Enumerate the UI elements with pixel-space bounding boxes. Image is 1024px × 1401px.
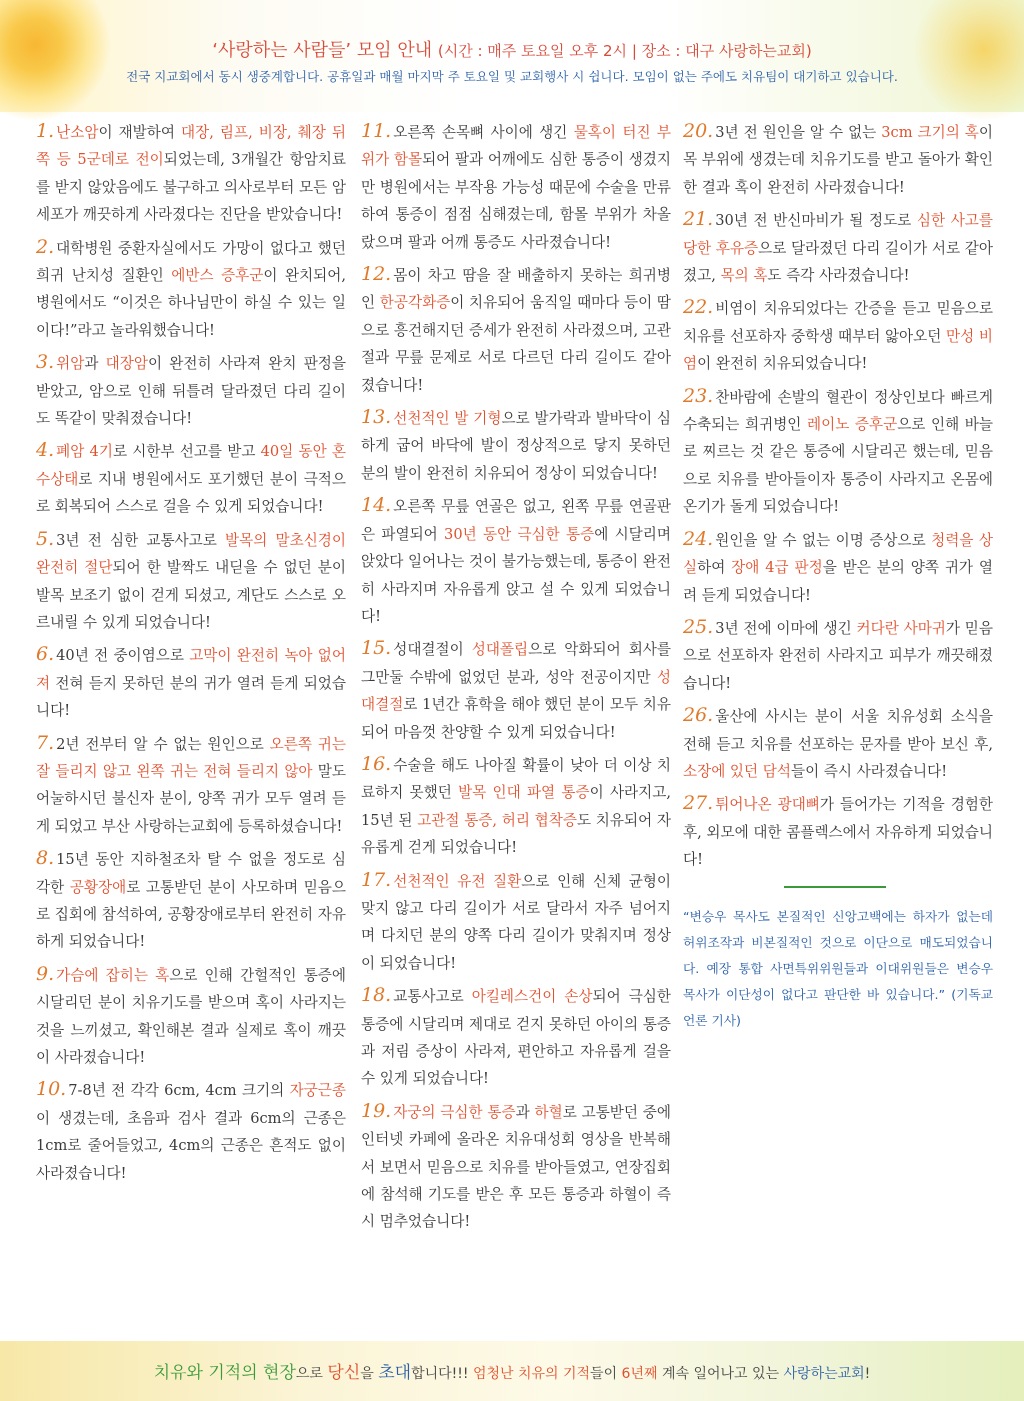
testimony-text: 으로 발가락과 발바닥이 심하게 굽어 바닥에 발이 정상적으로 닿지 못하던 분의 발이 완전히 치유되어 정상이 되었습니다! bbox=[361, 410, 671, 482]
testimony-text: 몸이 차고 땀을 잘 배출하지 못하는 희귀병인 bbox=[361, 267, 671, 312]
testimony-number: 7. bbox=[36, 731, 55, 754]
testimony-highlight: 선천적인 발 기형 bbox=[393, 410, 502, 428]
testimony-item bbox=[361, 635, 671, 746]
testimony-item bbox=[683, 383, 993, 521]
testimony-text: 비염이 치유되었다는 간증을 듣고 믿음으로 치유를 선포하자 중학생 때부터 앓아오던 bbox=[683, 300, 993, 345]
testimony-item bbox=[36, 845, 346, 956]
meeting-title bbox=[0, 36, 1024, 62]
testimony-text: 이 완전히 치유되었습니다! bbox=[697, 355, 868, 373]
testimony-highlight: 목의 혹 bbox=[720, 267, 768, 285]
testimony-text: 울산에 사시는 분이 서울 치유성회 소식을 전해 듣고 치유를 선포하는 문자를 받아 보신 후, bbox=[683, 708, 993, 753]
footer-part: 초대 bbox=[378, 1363, 412, 1383]
testimony-number: 3. bbox=[36, 351, 55, 374]
testimony-number: 4. bbox=[36, 439, 55, 462]
press-quote: “변승우 목사도 본질적인 신앙고백에는 하자가 없는데 허위조작과 비본질적인 것으로 이단으로 매도되었습니다. 예장 통합 사면특위위원들과 이대위원들은 변승우 목사가 이단성이 없다고 판단한 바 있습니다.” (기독교 언론 기사) bbox=[683, 908, 993, 1028]
footer-part: 6년째 bbox=[621, 1366, 658, 1382]
testimony-text: 으로 인해 신체 균형이 맞지 않고 다리 길이가 서로 달라서 자주 넘어지며 다치던 분의 양쪽 다리 길이가 맞춰지며 정상이 되었습니다! bbox=[361, 872, 671, 972]
testimony-item bbox=[683, 206, 993, 289]
testimony-text: 3년 전에 이마에 생긴 bbox=[715, 619, 857, 637]
testimony-text: 되어 극심한 통증에 시달리며 제대로 걷지 못하던 아이의 통증과 저림 증상이 사라져, 편안하고 자유롭게 걸을 수 있게 되었습니다! bbox=[361, 988, 671, 1088]
testimony-item bbox=[683, 614, 993, 697]
testimony-number: 9. bbox=[36, 962, 55, 985]
testimony-text: 으로 악화되어 회사를 그만둘 수밖에 없었던 분과, 성악 전공이지만 bbox=[361, 641, 671, 686]
testimony-highlight: 커다란 사마귀 bbox=[856, 619, 946, 637]
testimony-number: 11. bbox=[361, 120, 392, 142]
testimony-column-2 bbox=[361, 118, 671, 1241]
testimony-number: 10. bbox=[36, 1078, 67, 1101]
testimony-highlight: 난소암 bbox=[56, 124, 99, 141]
testimony-number: 23. bbox=[683, 384, 714, 407]
testimony-number: 15. bbox=[361, 637, 392, 660]
testimony-text: 3년 전 원인을 알 수 없는 bbox=[715, 124, 882, 141]
testimony-number: 1. bbox=[36, 120, 55, 142]
testimony-highlight: 선천적인 유전 질환 bbox=[393, 872, 522, 890]
testimony-number: 13. bbox=[361, 406, 392, 429]
testimony-highlight: 고막이 완전히 녹아 없어져 bbox=[36, 647, 346, 692]
testimony-text: 이 생겼는데, 초음파 검사 결과 6cm의 근종은 1cm로 줄어들었고, 4cm의 근종은 흔적도 없이 사라졌습니다! bbox=[36, 1109, 346, 1182]
testimony-item bbox=[36, 1076, 346, 1187]
testimony-text: 대학병원 중환자실에서도 가망이 없다고 했던 희귀 난치성 질환인 bbox=[36, 239, 346, 285]
footer-part: 당신 bbox=[327, 1363, 361, 1383]
testimony-number: 25. bbox=[683, 615, 714, 638]
testimony-highlight: 발목 인대 파열 통증 bbox=[458, 784, 590, 802]
testimony-text: 30년 전 반신마비가 될 정도로 bbox=[715, 212, 917, 230]
testimony-text: 으로 달라졌던 다리 길이가 서로 같아졌고, bbox=[683, 239, 993, 285]
testimony-text: 로 고통받던 분이 사모하며 믿음으로 집회에 참석하여, 공황장애로부터 완전히 자유하게 되었습니다! bbox=[36, 878, 346, 951]
testimony-highlight: 공황장애 bbox=[69, 878, 127, 896]
testimony-highlight: 청력을 상실 bbox=[683, 531, 994, 577]
testimony-text: 이 재발하여 bbox=[98, 124, 182, 141]
testimony-text: 전혀 듣지 못하던 분의 귀가 열려 듣게 되었습니다! bbox=[36, 674, 346, 720]
testimony-highlight: 하혈 bbox=[534, 1103, 563, 1121]
testimony-highlight: 3cm 크기의 혹 bbox=[881, 124, 979, 141]
testimony-item bbox=[36, 961, 346, 1072]
testimony-highlight: 심한 사고를 당한 후유증 bbox=[683, 212, 993, 257]
meeting-subtitle: 전국 지교회에서 동시 생중계합니다. 공휴일과 매월 마지막 주 토요일 및 교회행사 시 쉽니다. 모임이 없는 주에도 치유팀이 대기하고 있습니다. bbox=[126, 69, 898, 84]
testimony-item bbox=[361, 261, 671, 399]
testimony-text: 로 1년간 휴학을 해야 했던 분이 모두 치유되어 마음껏 찬양할 수 있게 되었습니다! bbox=[361, 696, 671, 741]
testimony-number: 26. bbox=[683, 704, 714, 727]
testimony-text: 하여 bbox=[697, 559, 732, 577]
footer-part: ! bbox=[864, 1366, 871, 1382]
testimony-highlight: 위암 bbox=[56, 355, 85, 373]
testimony-text: 오른쪽 무릎 연골은 없고, 왼쪽 무릎 연골판은 파열되어 bbox=[361, 498, 671, 543]
testimony-item bbox=[683, 294, 993, 377]
testimony-item bbox=[361, 492, 671, 630]
footer-part: 사랑하는교회 bbox=[783, 1366, 865, 1382]
testimony-text: 교통사고로 bbox=[393, 988, 472, 1006]
testimony-text: 으로 인해 바늘로 찌르는 것 같은 통증에 시달리곤 했는데, 믿음으로 치유를 받아들이자 통증이 사라지고 온몸에 온기가 돌게 되었습니다! bbox=[683, 416, 993, 516]
footer-part: 들이 bbox=[590, 1366, 622, 1382]
testimony-text: 찬바람에 손발의 혈관이 정상인보다 빠르게 수축되는 희귀병인 bbox=[683, 388, 993, 434]
testimony-number: 5. bbox=[36, 527, 55, 550]
testimony-number: 12. bbox=[361, 263, 392, 286]
testimony-text: 에 시달리며 앉았다 일어나는 것이 불가능했는데, 통증이 완전히 사라지며 자유롭게 앉고 설 수 있게 되었습니다! bbox=[361, 525, 671, 625]
testimony-number: 16. bbox=[361, 752, 392, 775]
testimony-item bbox=[36, 641, 346, 724]
testimony-highlight: 자궁의 극심한 통증 bbox=[393, 1103, 516, 1121]
testimony-highlight: 만성 비염 bbox=[683, 327, 993, 373]
testimony-text: 되어 팔과 어깨에도 심한 통증이 생겼지만 병원에서는 부작용 가능성 때문에 수술을 만류하여 통증이 점점 심해졌는데, 함몰 부위가 차올랐으며 팔과 어깨 통증도 사라졌습니다! bbox=[361, 151, 672, 251]
testimony-highlight: 성대결절 bbox=[361, 668, 671, 714]
testimony-item bbox=[361, 751, 671, 862]
testimony-highlight: 성대폴립 bbox=[471, 641, 529, 659]
testimony-highlight: 대장, 림프, 비장, 췌장 뒤쪽 등 5군데로 전이 bbox=[36, 124, 346, 169]
testimony-highlight: 40일 동안 혼수상태 bbox=[36, 443, 347, 488]
testimony-highlight: 대장암 bbox=[105, 355, 148, 373]
testimony-item bbox=[683, 118, 993, 201]
testimony-text: 도 치유되어 자유롭게 걷게 되었습니다! bbox=[361, 811, 671, 857]
testimony-highlight: 튀어나온 광대뼈 bbox=[715, 796, 820, 814]
testimony-item bbox=[36, 118, 346, 229]
testimony-highlight: 가슴에 잡히는 혹 bbox=[56, 966, 170, 984]
testimony-column-3 bbox=[683, 118, 993, 1034]
testimony-text: 오른쪽 손목뼈 사이에 생긴 bbox=[393, 124, 574, 141]
testimony-text: 로 지내 병원에서도 포기했던 분이 극적으로 회복되어 스스로 걸을 수 있게 되었습니다! bbox=[36, 470, 346, 516]
testimony-highlight: 폐암 4기 bbox=[56, 443, 113, 461]
testimony-number: 6. bbox=[36, 643, 55, 666]
testimony-text: 과 bbox=[515, 1103, 535, 1121]
testimony-highlight: 30년 동안 극심한 통증 bbox=[444, 525, 595, 543]
footer-part: 을 bbox=[360, 1366, 379, 1382]
footer-part: 엄청난 치유의 기적 bbox=[472, 1366, 591, 1382]
testimony-text: 말도 어눌하시던 불신자 분이, 양쪽 귀가 모두 열려 듣게 되었고 부산 사랑하는교회에 등록하셨습니다! bbox=[36, 762, 346, 835]
testimony-text: 로 고통받던 중에 인터넷 카페에 올라온 치유대성회 영상을 반복해서 보면서 믿음으로 치유를 받아들였고, 연장집회에 참석해 기도를 받은 후 모든 통증과 하혈이 즉시 멈추었습니다! bbox=[361, 1103, 671, 1231]
testimony-text: 수술을 해도 나아질 확률이 낮아 더 이상 치료하지 못했던 bbox=[361, 756, 671, 802]
testimony-text: 원인을 알 수 없는 이명 증상으로 bbox=[715, 531, 932, 549]
testimony-item bbox=[36, 437, 346, 520]
testimony-text: 이 목 부위에 생겼는데 치유기도를 받고 돌아가 확인한 결과 혹이 완전히 사라졌습니다! bbox=[683, 124, 994, 196]
testimony-text: 과 bbox=[84, 355, 106, 373]
testimony-highlight: 물혹이 터진 부위가 함몰 bbox=[361, 124, 671, 169]
testimony-number: 2. bbox=[36, 235, 55, 258]
testimony-text: 가 들어가는 기적을 경험한 후, 외모에 대한 콤플렉스에서 자유하게 되었습니다! bbox=[683, 796, 993, 869]
testimony-text: 이 완치되어, 병원에서도 “이것은 하나님만이 하실 수 있는 일이다!”라고 놀라워했습니다! bbox=[36, 267, 346, 339]
testimony-item bbox=[361, 118, 671, 256]
testimony-item bbox=[683, 790, 993, 873]
testimony-highlight: 장애 4급 판정 bbox=[731, 559, 823, 577]
testimony-number: 17. bbox=[361, 868, 392, 891]
meeting-title-text: ‘사랑하는 사람들’ 모임 안내 bbox=[212, 40, 433, 61]
testimony-number: 27. bbox=[683, 792, 714, 815]
testimony-number: 20. bbox=[683, 120, 714, 142]
testimony-text: 되었는데, 3개월간 항암치료를 받지 않았음에도 불구하고 의사로부터 모든 암세포가 깨끗하게 사라졌다는 진단을 받았습니다! bbox=[36, 151, 347, 224]
testimony-item bbox=[683, 702, 993, 785]
testimony-text: 7-8년 전 각각 6cm, 4cm 크기의 bbox=[68, 1082, 290, 1100]
testimony-text: 을 받은 분의 양쪽 귀가 열려 듣게 되었습니다! bbox=[683, 559, 993, 604]
testimony-highlight: 자궁근종 bbox=[289, 1082, 346, 1100]
testimony-item bbox=[36, 526, 346, 637]
testimony-item bbox=[361, 1098, 671, 1236]
testimony-item bbox=[361, 867, 671, 978]
testimony-text: 40년 전 중이염으로 bbox=[56, 647, 190, 665]
testimony-highlight: 고관절 통증, 허리 협착증 bbox=[417, 811, 577, 829]
testimony-highlight: 레이노 증후군 bbox=[807, 416, 898, 434]
testimony-item bbox=[683, 526, 993, 609]
testimony-number: 22. bbox=[683, 296, 714, 319]
testimony-item bbox=[361, 982, 671, 1093]
footer-part: 합니다!!! bbox=[411, 1366, 473, 1382]
testimony-number: 24. bbox=[683, 527, 714, 550]
footer-invitation bbox=[0, 1358, 1024, 1383]
testimony-highlight: 발목의 말초신경이 완전히 절단 bbox=[36, 531, 346, 577]
testimony-text: 15년 동안 지하철조차 탈 수 없을 정도로 심각한 bbox=[36, 851, 346, 896]
testimony-column-1 bbox=[36, 118, 346, 1192]
testimony-text: 이 치유되어 움직일 때마다 등이 땀으로 흥건해지던 증세가 완전히 사라졌으며, 고관절과 무릎 문제로 서로 다르던 다리 길이도 같아졌습니다! bbox=[361, 294, 671, 394]
testimony-text: 도 즉각 사라졌습니다! bbox=[767, 267, 910, 285]
testimony-text: 들이 즉시 사라졌습니다! bbox=[790, 762, 948, 780]
testimony-text: 으로 인해 간헐적인 통증에 시달리던 분이 치유기도를 받으며 혹이 사라지는 것을 느끼셨고, 확인해본 결과 실제로 혹이 깨끗이 사라졌습니다! bbox=[36, 966, 346, 1066]
testimony-item bbox=[36, 349, 346, 432]
testimony-text: 로 시한부 선고를 받고 bbox=[112, 443, 261, 461]
meeting-info: (시간 : 매주 토요일 오후 2시 | 장소 : 대구 사랑하는교회) bbox=[437, 42, 812, 60]
footer-part: 계속 일어나고 있는 bbox=[657, 1366, 784, 1382]
testimony-highlight: 아킬레스건이 손상 bbox=[471, 988, 593, 1006]
testimony-number: 19. bbox=[361, 1099, 392, 1122]
testimony-highlight: 소장에 있던 담석 bbox=[683, 762, 791, 780]
testimony-item bbox=[36, 234, 346, 345]
testimony-number: 14. bbox=[361, 494, 392, 517]
testimony-text: 3년 전 심한 교통사고로 bbox=[56, 531, 226, 549]
testimony-text: 2년 전부터 알 수 없는 원인으로 bbox=[56, 735, 270, 753]
testimony-highlight: 한공각화증 bbox=[379, 294, 451, 312]
testimony-number: 21. bbox=[683, 208, 714, 231]
testimony-number: 8. bbox=[36, 847, 55, 870]
testimony-text: 이 완전히 사라져 완치 판정을 받았고, 암으로 인해 뒤틀려 달라졌던 다리 길이도 똑같이 맞춰졌습니다! bbox=[36, 355, 346, 428]
testimony-highlight: 에반스 증후군 bbox=[171, 267, 264, 285]
footer-part: 으로 bbox=[295, 1366, 328, 1382]
footer-part: 치유와 기적의 현장 bbox=[153, 1363, 296, 1383]
divider bbox=[784, 886, 886, 888]
testimony-text: 되어 한 발짝도 내딛을 수 없던 분이 발목 보조기 없이 걷게 되셨고, 계단도 스스로 오르내릴 수 있게 되었습니다! bbox=[36, 559, 346, 631]
testimony-text: 가 믿음으로 선포하자 완전히 사라지고 피부가 깨끗해졌습니다! bbox=[683, 619, 993, 692]
testimony-text: 성대결절이 bbox=[393, 641, 472, 659]
testimony-item bbox=[36, 730, 346, 841]
testimony-number: 18. bbox=[361, 984, 392, 1007]
testimony-item bbox=[361, 404, 671, 487]
testimony-highlight: 오른쪽 귀는 잘 들리지 않고 왼쪽 귀는 전혀 들리지 않아 bbox=[36, 735, 346, 780]
testimony-text: 이 사라지고, 15년 된 bbox=[361, 784, 671, 829]
